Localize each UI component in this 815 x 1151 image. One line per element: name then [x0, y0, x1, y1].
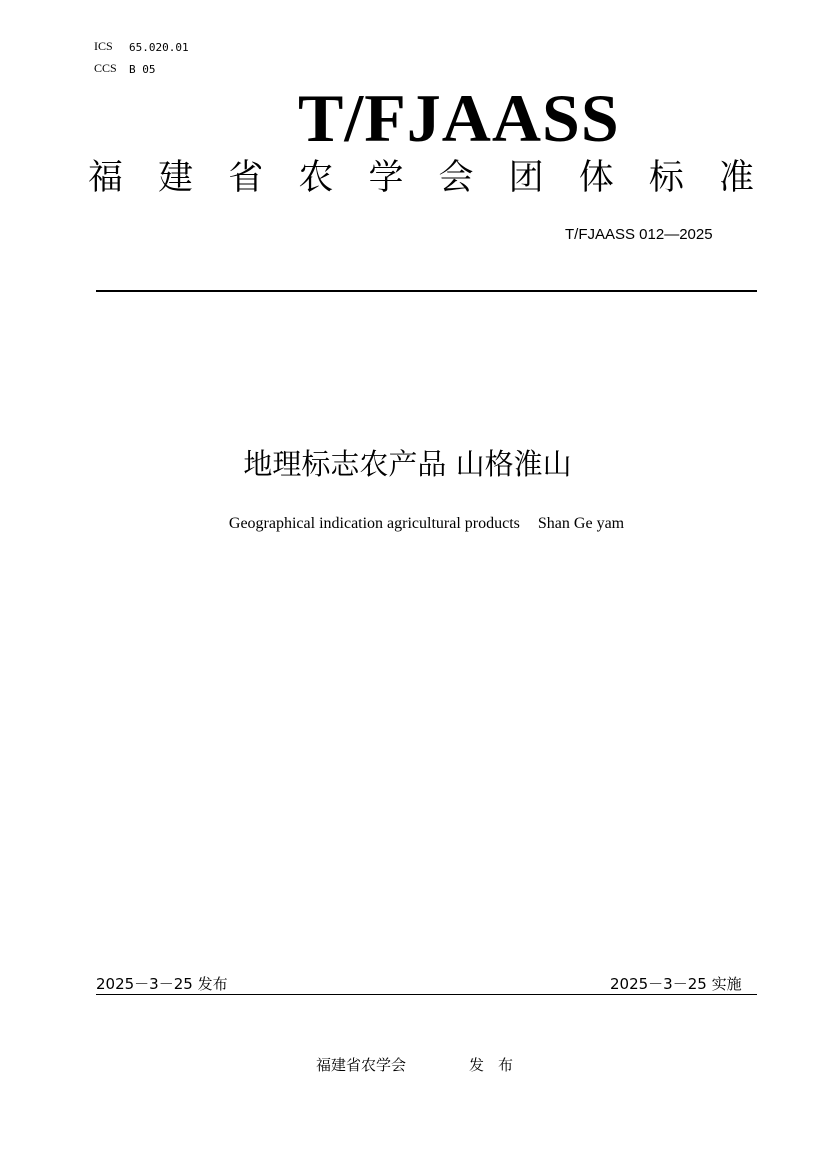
date-divider — [96, 994, 757, 995]
organization-title — [88, 156, 754, 200]
standard-number: T/FJAASS 012—2025 — [565, 226, 713, 243]
document-title-zh: 地理标志农产品 山格淮山 — [243, 447, 572, 481]
issue-date: 2025－3－25 发布 — [96, 975, 228, 993]
standard-logo: T/FJAASS — [298, 80, 620, 156]
publisher-name: 福建省农学会 — [316, 1056, 407, 1074]
org-title-char: 标 — [648, 158, 684, 198]
title-en-part2: Shan Ge yam — [537, 515, 625, 532]
ccs-label: CCS — [94, 61, 117, 75]
ics-code: 65.020.01 — [129, 41, 189, 54]
ics-label: ICS — [94, 39, 113, 53]
ccs-code: B 05 — [129, 63, 156, 76]
publish-label: 发布 — [469, 1056, 528, 1074]
implementation-date: 2025－3－25 实施 — [610, 975, 742, 993]
org-title-char: 学 — [368, 158, 404, 198]
title-en-part1: Geographical indication agricultural products — [228, 515, 520, 532]
org-title-char: 省 — [228, 158, 264, 198]
org-title-char: 建 — [158, 158, 194, 198]
org-title-char: 福 — [88, 158, 124, 198]
header-divider — [96, 290, 757, 292]
org-title-char: 团 — [508, 158, 544, 198]
org-title-char: 体 — [578, 158, 614, 198]
org-title-char: 准 — [718, 158, 754, 198]
org-title-char: 农 — [298, 158, 334, 198]
document-title-en — [0, 515, 815, 533]
org-title-char: 会 — [438, 158, 474, 198]
